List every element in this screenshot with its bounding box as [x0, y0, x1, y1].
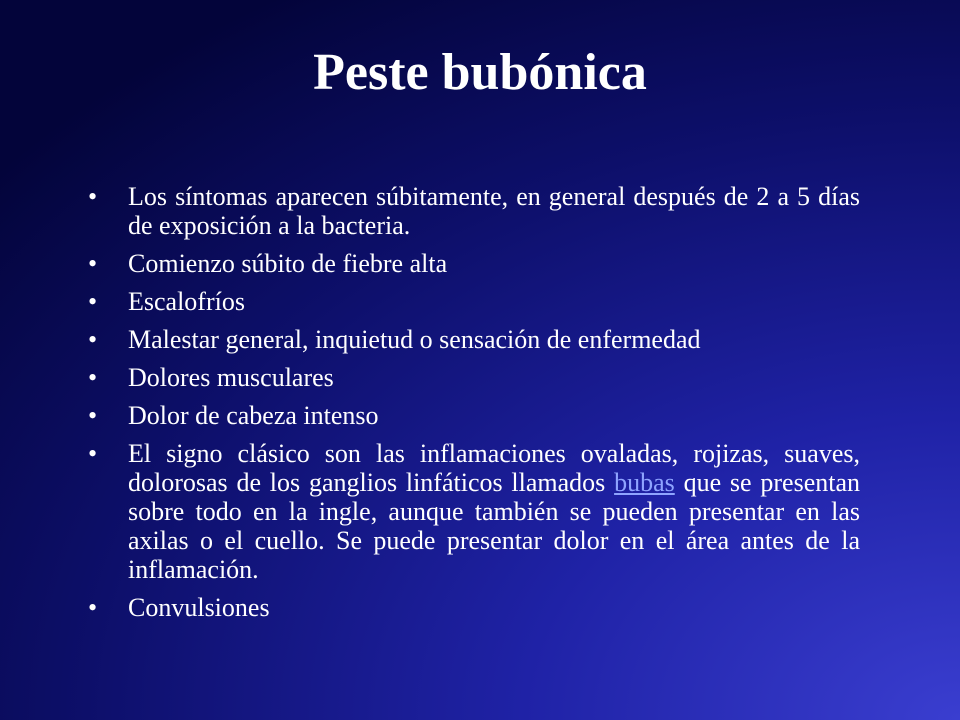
bullet-text: que se presentan sobre todo en la ingle, aunque también se pueden presentar en las axilas o el cuello. Se puede presentar dolor en el área antes de la inflamación.	[128, 468, 860, 584]
bullet-item	[88, 182, 860, 240]
bullet-item	[88, 287, 860, 316]
bubas-link[interactable]: bubas	[614, 468, 675, 497]
bullet-text: Escalofríos	[128, 287, 245, 316]
bullet-marker: •	[88, 182, 98, 211]
bullet-marker: •	[88, 287, 98, 316]
bullet-marker: •	[88, 401, 98, 430]
bullet-text: Malestar general, inquietud o sensación de enfermedad	[128, 325, 701, 354]
bullet-item	[88, 593, 860, 622]
slide-title: Peste bubónica	[313, 44, 647, 101]
bullet-text: Dolores musculares	[128, 363, 334, 392]
bullet-text: Los síntomas aparecen súbitamente, en general después de 2 a 5 días de exposición a la bacteria.	[128, 182, 860, 240]
bullet-marker: •	[88, 325, 98, 354]
bullet-marker: •	[88, 363, 98, 392]
bullet-marker: •	[88, 593, 98, 622]
bullet-marker: •	[88, 249, 98, 278]
bullet-item	[88, 363, 860, 392]
bullet-text: Comienzo súbito de fiebre alta	[128, 249, 448, 278]
bullet-text: Dolor de cabeza intenso	[128, 401, 379, 430]
bullet-text: El signo clásico son las inflamaciones ovaladas, rojizas, suaves, dolorosas de los ganglios linfáticos llamados	[128, 439, 860, 497]
bullet-marker: •	[88, 439, 98, 468]
bullet-text: Convulsiones	[128, 593, 270, 622]
bullet-item	[88, 439, 860, 584]
bullet-item	[88, 325, 860, 354]
bullet-item	[88, 401, 860, 430]
bullet-item	[88, 249, 860, 278]
bullet-list	[88, 182, 860, 631]
